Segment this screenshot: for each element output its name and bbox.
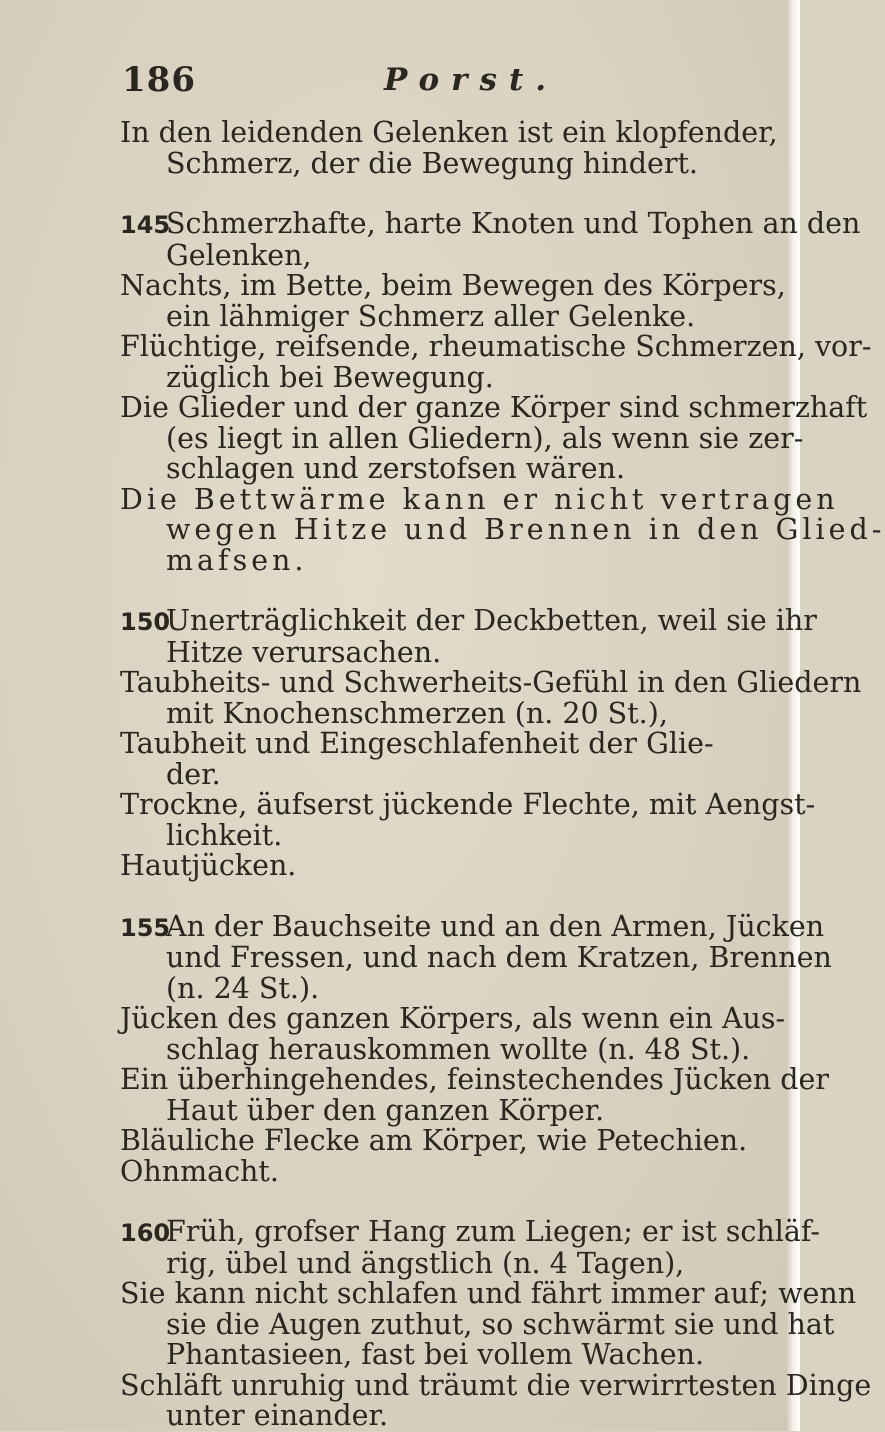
text-line xyxy=(120,1154,770,1188)
text-line xyxy=(120,851,770,882)
text-line xyxy=(120,1002,786,1035)
line-text: Taubheits- und Schwerheits-Gefühl in den Gliedern xyxy=(120,666,862,699)
line-text: wegen Hitze und Brennen in den Glied- xyxy=(166,513,885,546)
line-text: Ohnmacht. xyxy=(120,1154,279,1188)
text-line xyxy=(120,543,770,577)
line-text: Bläuliche Flecke am Körper, wie Petechien. xyxy=(120,1124,748,1157)
text-line xyxy=(120,1032,770,1066)
page-header xyxy=(122,60,682,110)
line-number: 150 xyxy=(120,608,171,636)
text-line xyxy=(120,146,770,180)
line-text: Schmerz, der die Bewegung hindert. xyxy=(166,146,698,180)
line-text: Taubheit und Eingeschlafenheit der Glie- xyxy=(120,727,714,760)
text-line xyxy=(120,1063,829,1096)
text-line xyxy=(120,238,770,272)
line-text: Haut über den ganzen Körper. xyxy=(166,1093,605,1127)
page-number: 186 xyxy=(122,60,196,100)
line-text: Die Bettwärme kann er nicht vertragen xyxy=(120,482,839,516)
line-text: Ein überhingehendes, feinstechendes Jücken der xyxy=(120,1063,829,1096)
text-line xyxy=(120,299,770,333)
paragraph-gap xyxy=(120,576,770,606)
line-text: rig, übel und ängstlich (n. 4 Tagen), xyxy=(166,1246,685,1280)
text-line xyxy=(120,1340,770,1371)
text-line xyxy=(120,666,862,699)
line-text: Hautjücken. xyxy=(120,849,297,882)
line-text: sie die Augen zuthut, so schwärmt sie und hat xyxy=(166,1307,835,1341)
paragraph-gap xyxy=(120,882,770,912)
text-line xyxy=(120,729,770,760)
text-line xyxy=(120,635,770,669)
line-text: mafsen. xyxy=(166,543,308,577)
line-text: Gelenken, xyxy=(166,238,312,272)
line-text: züglich bei Bewegung. xyxy=(166,360,494,394)
text-line xyxy=(120,818,770,852)
text-line xyxy=(120,941,832,974)
line-text: schlagen und zerstofsen wären. xyxy=(166,452,626,485)
line-text: mit Knochenschmerzen (n. 20 St.), xyxy=(166,696,668,730)
text-line xyxy=(120,1093,770,1127)
line-number: 160 xyxy=(120,1219,171,1247)
text-line xyxy=(120,116,778,149)
text-line xyxy=(120,391,868,424)
line-text: Phantasieen, fast bei vollem Wachen. xyxy=(166,1338,705,1371)
text-line xyxy=(120,421,804,455)
text-line xyxy=(120,482,839,516)
text-line xyxy=(120,788,816,821)
body-text xyxy=(120,116,885,1432)
text-line xyxy=(120,1246,770,1280)
line-text: Jücken des ganzen Körpers, als wenn ein Aus- xyxy=(120,1002,786,1035)
text-line xyxy=(120,207,861,241)
line-text: Trockne, äufserst jückende Flechte, mit Aengst- xyxy=(120,788,816,821)
text-line xyxy=(120,1368,872,1402)
text-line xyxy=(120,1401,770,1432)
text-line xyxy=(120,1126,770,1157)
line-text: und Fressen, und nach dem Kratzen, Brennen xyxy=(166,941,832,974)
line-text: schlag herauskommen wollte (n. 48 St.). xyxy=(166,1032,751,1066)
text-line xyxy=(120,330,872,363)
line-text: An der Bauchseite und an den Armen, Jücken xyxy=(166,909,825,943)
line-text: Schmerzhafte, harte Knoten und Tophen an den xyxy=(166,207,861,240)
text-line xyxy=(120,360,770,394)
text-line xyxy=(120,1215,820,1249)
line-text: Die Glieder und der ganze Körper sind schmerzhaft xyxy=(120,391,868,424)
text-line xyxy=(120,909,825,944)
text-line xyxy=(120,696,770,730)
line-text: lichkeit. xyxy=(166,818,283,852)
line-text: (n. 24 St.). xyxy=(166,971,320,1005)
line-text: ein lähmiger Schmerz aller Gelenke. xyxy=(166,299,696,333)
line-text: unter einander. xyxy=(166,1399,389,1432)
text-line xyxy=(120,269,786,302)
line-text: Unerträglichkeit der Deckbetten, weil sie ihr xyxy=(166,604,817,637)
line-text: der. xyxy=(166,757,221,791)
line-text: Flüchtige, reifsende, rheumatische Schmerzen, vor- xyxy=(120,330,872,363)
line-number: 145 xyxy=(120,211,171,239)
text-line xyxy=(120,604,817,638)
text-line xyxy=(120,1307,835,1341)
line-text: (es liegt in allen Gliedern), als wenn sie zer- xyxy=(166,421,804,455)
line-text: Schläft unruhig und träumt die verwirrtesten Dinge xyxy=(120,1368,872,1402)
line-text: Hitze verursachen. xyxy=(166,635,442,669)
running-head: Porst. xyxy=(384,62,559,98)
line-text: Früh, grofser Hang zum Liegen; er ist schläf- xyxy=(166,1215,820,1248)
paragraph-gap xyxy=(120,179,770,209)
line-text: Sie kann nicht schlafen und fährt immer auf; wenn xyxy=(120,1277,857,1310)
text-line xyxy=(120,971,770,1005)
line-number: 155 xyxy=(120,913,171,942)
line-text: Nachts, im Bette, beim Bewegen des Körpers, xyxy=(120,269,786,302)
text-line xyxy=(120,1277,857,1310)
text-line xyxy=(120,454,770,485)
text-line xyxy=(120,513,885,546)
paragraph-gap xyxy=(120,1187,770,1217)
line-text: In den leidenden Gelenken ist ein klopfender, xyxy=(120,116,778,149)
text-line xyxy=(120,757,770,791)
